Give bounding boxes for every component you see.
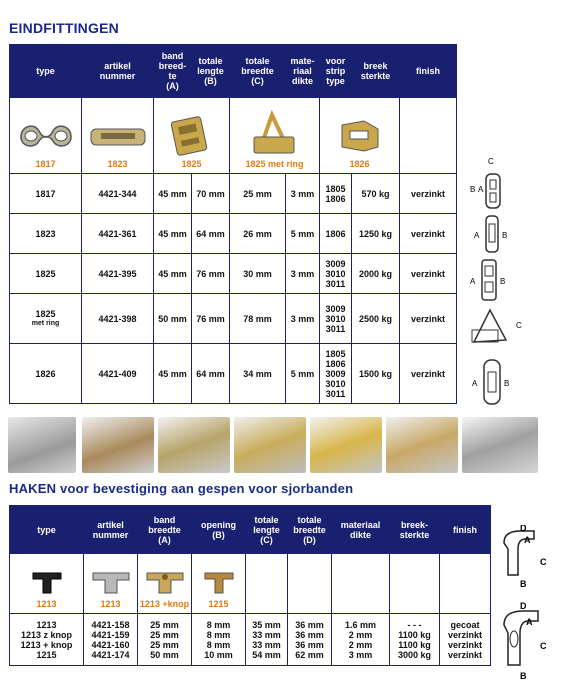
cell-lengte: 76 mm — [192, 294, 230, 344]
col-header: type — [10, 45, 82, 98]
rail-photo — [158, 417, 230, 473]
dim-label-c: C — [540, 641, 547, 651]
photo-1213-z — [84, 554, 138, 614]
cell-strip: 1806 — [320, 214, 352, 254]
cell-finish: gecoat verzinkt verzinkt verzinkt — [440, 614, 491, 666]
hook-dimension-diagrams — [498, 525, 560, 685]
cell-dikte: 5 mm — [286, 344, 320, 404]
diagram-1817 — [470, 157, 500, 208]
cell-dikte: 3 mm — [286, 174, 320, 214]
cell-artikel: 4421-158 4421-159 4421-160 4421-174 — [84, 614, 138, 666]
cell-band: 50 mm — [154, 294, 192, 344]
photo-empty — [390, 554, 440, 614]
cell-breek: 570 kg — [352, 174, 400, 214]
col-header: totale breedte (D) — [288, 506, 332, 554]
fitting-1826-image — [334, 115, 386, 157]
table-row — [10, 214, 457, 254]
photo-empty — [332, 554, 390, 614]
photo-1825-ring — [230, 98, 320, 174]
photo-1826 — [320, 98, 400, 174]
photo-caption: 1817 — [35, 159, 56, 169]
cell-strip: 3009 3010 3011 — [320, 294, 352, 344]
cell-breedte: 34 mm — [230, 344, 286, 404]
photo-caption: 1213 — [36, 599, 57, 609]
cell-strip: 1805 1806 — [320, 174, 352, 214]
cell-lengte: 64 mm — [192, 344, 230, 404]
dim-label-b: B — [520, 671, 527, 681]
fitting-dimension-diagrams — [462, 150, 532, 410]
table-row — [10, 614, 491, 666]
dim-label-a: A — [474, 231, 480, 240]
cell-breek: 2500 kg — [352, 294, 400, 344]
cell-dikte: 1.6 mm 2 mm 2 mm 3 mm — [332, 614, 390, 666]
rail-photo — [8, 417, 76, 473]
cell-type: 1825 — [10, 254, 82, 294]
photo-caption: 1823 — [107, 159, 128, 169]
photo-caption: 1215 — [208, 599, 229, 609]
rail-photo — [82, 417, 154, 473]
cell-breedte: 78 mm — [230, 294, 286, 344]
hook-1213-image — [27, 565, 67, 597]
dim-label-b: B — [502, 231, 508, 240]
photo-1215 — [192, 554, 246, 614]
rail-photo — [234, 417, 306, 473]
cell-breek: 1500 kg — [352, 344, 400, 404]
cell-type: 1213 1213 z knop 1213 + knop 1215 — [10, 614, 84, 666]
fitting-1823-image — [87, 115, 149, 155]
cell-dikte: 3 mm — [286, 294, 320, 344]
col-header: totale lengte (B) — [192, 45, 230, 98]
cell-band: 45 mm — [154, 214, 192, 254]
photo-caption: 1213 — [100, 599, 121, 609]
cell-type: 1823 — [10, 214, 82, 254]
rail-photo — [386, 417, 458, 473]
cell-strip: 1805 1806 3009 3010 3011 — [320, 344, 352, 404]
cell-band: 45 mm — [154, 174, 192, 214]
cell-band: 45 mm — [154, 344, 192, 404]
fitting-1825-ring-image — [240, 109, 310, 159]
col-header: breek- sterkte — [390, 506, 440, 554]
col-header: voor strip type — [320, 45, 352, 98]
type-label: 1825 — [35, 308, 56, 319]
photo-caption: 1825 — [181, 159, 202, 169]
eindfittingen-table — [9, 44, 457, 404]
cell-lengte: 35 mm 33 mm 33 mm 54 mm — [246, 614, 288, 666]
cell-lengte: 70 mm — [192, 174, 230, 214]
dim-label-b: B — [504, 379, 510, 388]
photo-empty — [440, 554, 491, 614]
haken-table — [9, 505, 491, 666]
photo-1825 — [154, 98, 230, 174]
cell-type: 1826 — [10, 344, 82, 404]
dim-label-a: A — [524, 535, 531, 545]
cell-dikte: 3 mm — [286, 254, 320, 294]
cell-breek: 1250 kg — [352, 214, 400, 254]
section1-title: EINDFITTINGEN — [9, 20, 119, 36]
cell-breek: - - - 1100 kg 1100 kg 3000 kg — [390, 614, 440, 666]
hook-1213-knop-image — [143, 565, 187, 597]
col-header: artikel nummer — [84, 506, 138, 554]
table-row — [10, 174, 457, 214]
table-row — [10, 254, 457, 294]
cell-artikel: 4421-361 — [82, 214, 154, 254]
photo-caption: 1826 — [349, 159, 370, 169]
diagram-hook-1215 — [504, 601, 547, 681]
hook-1213-z-image — [89, 565, 133, 597]
cell-dikte: 5 mm — [286, 214, 320, 254]
col-header: finish — [440, 506, 491, 554]
section2-title: HAKEN voor bevestiging aan gespen voor sjorbanden — [9, 481, 354, 496]
cell-finish: verzinkt — [400, 254, 457, 294]
cell-artikel: 4421-395 — [82, 254, 154, 294]
photo-empty — [246, 554, 288, 614]
fitting-1817-image — [15, 115, 77, 155]
dim-label-b: B — [520, 579, 527, 589]
cell-opening: 8 mm 8 mm 8 mm 10 mm — [192, 614, 246, 666]
dim-label-d: D — [520, 601, 527, 611]
cell-lengte: 64 mm — [192, 214, 230, 254]
cell-type: 1817 — [10, 174, 82, 214]
diagram-1823 — [474, 216, 507, 252]
col-header: mate- riaal dikte — [286, 45, 320, 98]
dim-label-c: C — [540, 557, 547, 567]
cell-artikel: 4421-344 — [82, 174, 154, 214]
photo-1823 — [82, 98, 154, 174]
cell-finish: verzinkt — [400, 214, 457, 254]
col-header: band breedte (A) — [138, 506, 192, 554]
col-header: artikel nummer — [82, 45, 154, 98]
col-header: materiaal dikte — [332, 506, 390, 554]
dim-label-a: A — [478, 185, 484, 194]
col-header: breek sterkte — [352, 45, 400, 98]
photo-1817 — [10, 98, 82, 174]
dim-label-c: C — [516, 321, 522, 330]
dim-label-b: B — [470, 185, 476, 194]
col-header: band breed- te (A) — [154, 45, 192, 98]
cell-finish: verzinkt — [400, 344, 457, 404]
cell-type — [10, 294, 82, 344]
photo-caption: 1213 +knop — [139, 599, 190, 609]
header-row — [10, 506, 491, 554]
dim-label-a: A — [472, 379, 478, 388]
cell-artikel: 4421-398 — [82, 294, 154, 344]
fitting-1825-image — [162, 113, 222, 157]
type-sublabel: met ring — [31, 319, 60, 327]
col-header: totale breedte (C) — [230, 45, 286, 98]
dim-label-d: D — [520, 525, 527, 533]
cell-breedte: 26 mm — [230, 214, 286, 254]
hook-1215-image — [199, 565, 239, 597]
diagram-1825-ring — [472, 310, 522, 342]
photo-caption: 1825 met ring — [245, 159, 304, 169]
photo-1213-knop — [138, 554, 192, 614]
cell-strip: 3009 3010 3011 — [320, 254, 352, 294]
cell-breedte: 30 mm — [230, 254, 286, 294]
diagram-hook-1213 — [504, 525, 547, 589]
rail-photo — [462, 417, 538, 473]
diagram-1826 — [472, 360, 509, 404]
cell-artikel: 4421-409 — [82, 344, 154, 404]
col-header: type — [10, 506, 84, 554]
rail-photo — [310, 417, 382, 473]
diagram-1825 — [470, 260, 505, 300]
cell-breedte: 25 mm — [230, 174, 286, 214]
col-header: finish — [400, 45, 457, 98]
cell-breedte: 36 mm 36 mm 36 mm 62 mm — [288, 614, 332, 666]
dim-label-b: B — [500, 277, 506, 286]
table-row — [10, 344, 457, 404]
photo-row — [10, 98, 457, 174]
cell-finish: verzinkt — [400, 174, 457, 214]
dim-label-c: C — [488, 157, 494, 166]
cell-breek: 2000 kg — [352, 254, 400, 294]
col-header: opening (B) — [192, 506, 246, 554]
cell-lengte: 76 mm — [192, 254, 230, 294]
photo-row — [10, 554, 491, 614]
dim-label-a: A — [470, 277, 476, 286]
cell-finish: verzinkt — [400, 294, 457, 344]
col-header: totale lengte (C) — [246, 506, 288, 554]
photo-1213 — [10, 554, 84, 614]
photo-empty — [288, 554, 332, 614]
table-row — [10, 294, 457, 344]
header-row — [10, 45, 457, 98]
photo-empty — [400, 98, 457, 174]
cell-band: 45 mm — [154, 254, 192, 294]
cell-band: 25 mm 25 mm 25 mm 50 mm — [138, 614, 192, 666]
dim-label-a: A — [526, 617, 533, 627]
